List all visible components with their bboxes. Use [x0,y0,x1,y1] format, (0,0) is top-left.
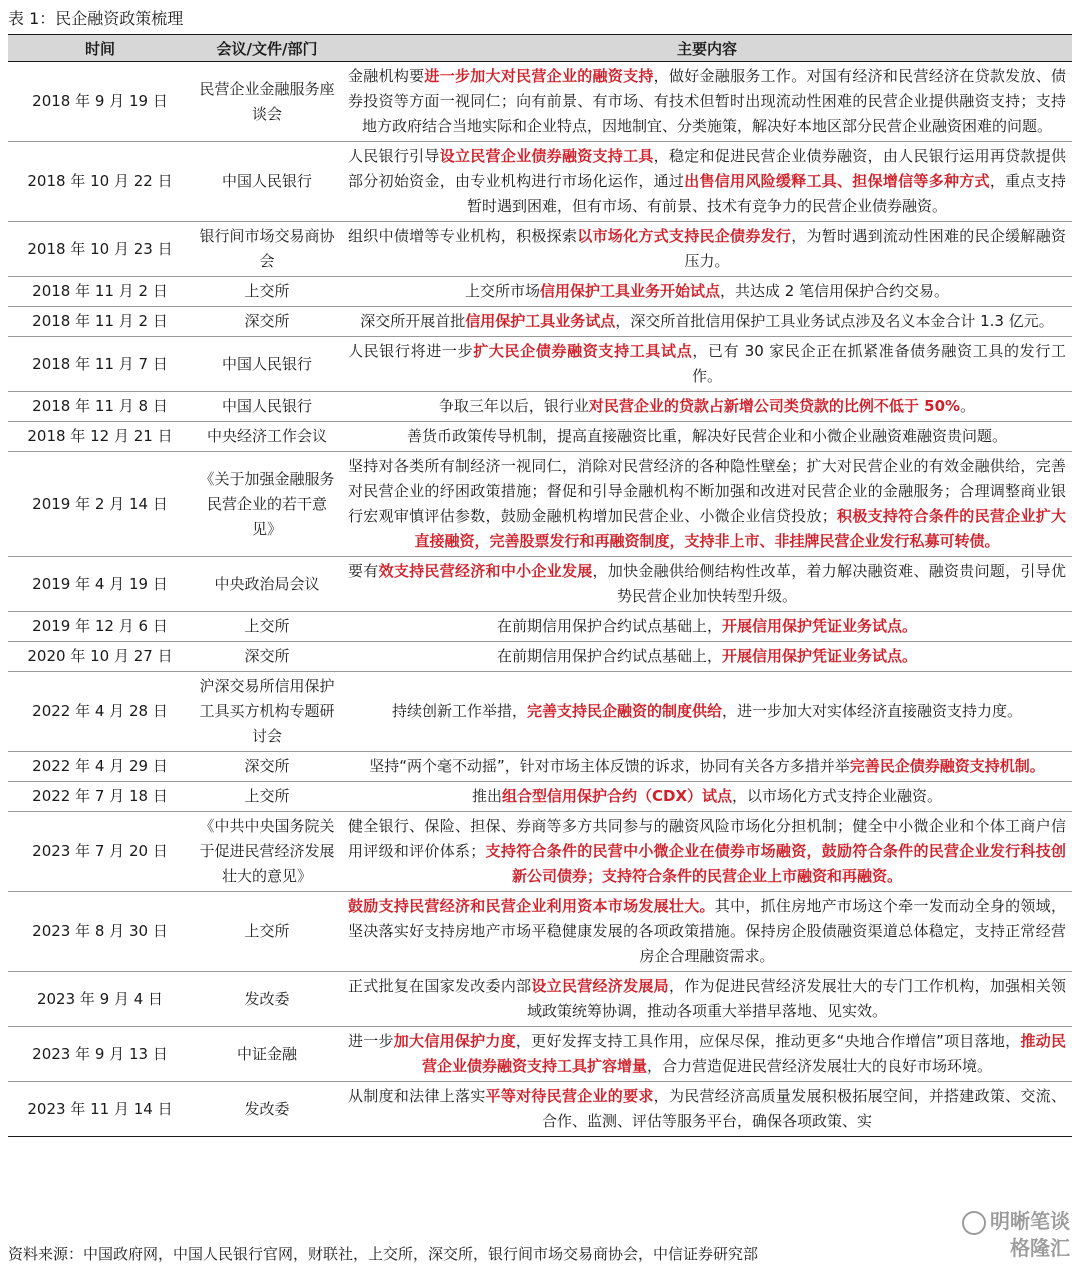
header-content: 主要内容 [342,35,1072,62]
highlight-text: 推动民营企业债券融资支持工具扩容增量 [421,1032,1066,1075]
cell-date: 2018 年 9 月 19 日 [8,62,192,142]
cell-dept: 上交所 [192,612,342,642]
highlight-text: 平等对待民营企业的要求 [485,1087,654,1105]
table-row [8,1082,1072,1137]
cell-dept: 银行间市场交易商协会 [192,222,342,277]
cell-content [342,392,1072,422]
content-text: 。 [960,397,976,415]
cell-dept: 上交所 [192,892,342,972]
table-body [8,62,1072,1137]
table-row [8,307,1072,337]
content-text: ，共达成 2 笔信用保护合约交易。 [719,282,950,300]
cell-content [342,557,1072,612]
cell-date: 2018 年 12 月 21 日 [8,422,192,452]
content-text: 健全银行、保险、担保、券商等多方共同参与的融资风险市场化分担机制；健全中小微企业和个体工商户信用评级和评价体系； [348,817,1066,860]
cell-date: 2023 年 7 月 20 日 [8,812,192,892]
cell-date: 2022 年 7 月 18 日 [8,782,192,812]
cell-content [342,672,1072,752]
cell-content [342,337,1072,392]
highlight-text: 信用保护工具业务开始试点 [539,282,720,300]
content-text: ，合力营造促进民营经济发展壮大的良好市场环境。 [647,1057,993,1075]
table-row [8,642,1072,672]
cell-dept: 《关于加强金融服务民营企业的若干意见》 [192,452,342,557]
header-date: 时间 [8,35,192,62]
source-note: 资料来源：中国政府网，中国人民银行官网，财联社，上交所，深交所，银行间市场交易商协会，中信证券研究部 [8,1245,759,1263]
cell-dept: 上交所 [192,277,342,307]
content-text: 人民银行将进一步 [348,342,474,360]
cell-content [342,612,1072,642]
cell-date: 2023 年 9 月 4 日 [8,972,192,1027]
cell-content [342,307,1072,337]
content-text: ，作为促进民营经济发展壮大的专门工作机构，加强相关领域政策统筹协调，推动各项重大举措早落地、见实效。 [526,977,1066,1020]
cell-dept: 发改委 [192,972,342,1027]
cell-content [342,892,1072,972]
watermark [962,1208,1070,1261]
table-row [8,612,1072,642]
content-text: ，更好发挥支持工具作用，应保尽保，推动更多“央地合作增信”项目落地， [515,1032,1021,1050]
table-row [8,557,1072,612]
table-row [8,892,1072,972]
cell-date: 2018 年 11 月 2 日 [8,277,192,307]
cell-date: 2018 年 11 月 7 日 [8,337,192,392]
table-row [8,752,1072,782]
table-row [8,1027,1072,1082]
cell-dept: 中国人民银行 [192,142,342,222]
cell-dept: 沪深交易所信用保护工具买方机构专题研讨会 [192,672,342,752]
content-text: 上交所市场 [464,282,540,300]
content-text: 争取三年以后，银行业 [438,397,589,415]
highlight-text: 完善民企债券融资支持机制。 [849,757,1045,775]
table-header-row [8,35,1072,62]
cell-dept: 中央政治局会议 [192,557,342,612]
table-row [8,422,1072,452]
highlight-text: 开展信用保护凭证业务试点。 [722,647,918,665]
content-text: ，重点支持暂时遇到困难，但有市场、有前景、技术有竞争力的民营企业债券融资。 [466,172,1066,215]
content-text: 其中，抓住房地产市场这个牵一发而动全身的领域，坚决落实好支持房地产市场平稳健康发展的各项政策措施。保持房企股债融资渠道总体稳定，支持正常经营房企合理融资需求。 [348,897,1066,965]
wechat-icon [962,1211,986,1235]
content-text: ，加快金融供给侧结构性改革，着力解决融资难、融资贵问题，引导优势民营企业加快转型升级。 [592,562,1066,605]
cell-date: 2018 年 10 月 23 日 [8,222,192,277]
content-text: ，进一步加大对实体经济直接融资支持力度。 [722,702,1023,720]
cell-dept: 深交所 [192,307,342,337]
table-row [8,972,1072,1027]
content-text: 要有 [348,562,379,580]
table-caption: 表 1：民企融资政策梳理 [8,9,184,28]
highlight-text: 效支持民营经济和中小企业发展 [378,562,593,580]
cell-content [342,642,1072,672]
table-row [8,812,1072,892]
content-text: ，已有 30 家民企正在抓紧准备债务融资工具的发行工作。 [691,342,1066,385]
highlight-text: 信用保护工具业务试点 [465,312,616,330]
content-text: 坚持“两个毫不动摇”，针对市场主体反馈的诉求，协同有关各方多措并举 [369,757,850,775]
table-row [8,62,1072,142]
content-text: ，深交所首批信用保护工具业务试点涉及名义本金合计 1.3 亿元。 [615,312,1054,330]
content-text: ，为民营经济高质量发展积极拓展空间，并搭建政策、交流、合作、监测、评估等服务平台，确保各项政策、实 [541,1087,1066,1130]
cell-dept: 发改委 [192,1082,342,1137]
table-row [8,392,1072,422]
content-text: 从制度和法律上落实 [348,1087,486,1105]
cell-date: 2018 年 11 月 2 日 [8,307,192,337]
cell-content [342,62,1072,142]
highlight-text: 开展信用保护凭证业务试点。 [722,617,918,635]
highlight-text: 出售信用风险缓释工具、担保增信等多种方式 [684,172,990,190]
content-text: 正式批复在国家发改委内部 [348,977,532,995]
highlight-text: 设立民营经济发展局 [531,977,669,995]
highlight-text: 扩大民企债券融资支持工具试点 [473,342,693,360]
cell-content [342,222,1072,277]
cell-date: 2019 年 12 月 6 日 [8,612,192,642]
cell-dept: 民营企业金融服务座谈会 [192,62,342,142]
content-text: 推出 [471,787,502,805]
highlight-text: 加大信用保护力度 [393,1032,516,1050]
cell-dept: 上交所 [192,782,342,812]
content-text: 善货币政策传导机制，提高直接融资比重，解决好民营企业和小微企业融资难融资贵问题。 [406,427,1007,445]
highlight-text: 鼓励支持民营经济和民营企业利用资本市场发展壮大。 [348,897,715,915]
cell-date: 2019 年 4 月 19 日 [8,557,192,612]
content-text: 在前期信用保护合约试点基础上， [496,647,722,665]
highlight-text: 进一步加大对民营企业的融资支持 [424,67,654,85]
cell-dept: 中国人民银行 [192,392,342,422]
cell-date: 2018 年 10 月 22 日 [8,142,192,222]
cell-date: 2020 年 10 月 27 日 [8,642,192,672]
table-row [8,672,1072,752]
content-text: 进一步 [348,1032,394,1050]
cell-dept: 深交所 [192,642,342,672]
table-row [8,277,1072,307]
policy-table [8,34,1072,1137]
cell-content [342,452,1072,557]
cell-content [342,812,1072,892]
table-row [8,142,1072,222]
cell-date: 2023 年 11 月 14 日 [8,1082,192,1137]
highlight-text: 设立民营企业债券融资支持工具 [439,147,654,165]
table-row [8,222,1072,277]
content-text: 深交所开展首批 [360,312,466,330]
content-text: 金融机构要 [348,67,425,85]
content-text: ，稳定和促进民营企业债券融资，由人民银行运用再贷款提供部分初始资金，由专业机构进行市场化运作，通过 [348,147,1066,190]
highlight-text: 积极支持符合条件的民营企业扩大直接融资，完善股票发行和再融资制度，支持非上市、非挂牌民营企业发行私募可转债。 [414,507,1066,550]
cell-date: 2022 年 4 月 28 日 [8,672,192,752]
content-text: 人民银行引导 [348,147,440,165]
cell-dept: 中央经济工作会议 [192,422,342,452]
cell-date: 2022 年 4 月 29 日 [8,752,192,782]
cell-content [342,972,1072,1027]
cell-date: 2023 年 8 月 30 日 [8,892,192,972]
content-text: ，做好金融服务工作。对国有经济和民营经济在贷款发放、债券投资等方面一视同仁；向有前景、有市场、有技术但暂时出现流动性困难的民营企业提供融资支持；支持地方政府结合当地实际和企业特点，因地制宜、分类施策，解决好本地区部分民营企业融资困难的问题。 [348,67,1066,135]
table-row [8,337,1072,392]
highlight-text: 对民营企业的贷款占新增公司类贷款的比例不低于 50% [588,397,961,415]
content-text: ，以市场化方式支持企业融资。 [732,787,943,805]
highlight-text: 完善支持民企融资的制度供给 [526,702,722,720]
table-row [8,782,1072,812]
table-row [8,452,1072,557]
cell-content [342,752,1072,782]
cell-content [342,277,1072,307]
cell-content [342,142,1072,222]
cell-content [342,422,1072,452]
cell-date: 2019 年 2 月 14 日 [8,452,192,557]
highlight-text: 以市场化方式支持民企债券发行 [577,227,792,245]
cell-date: 2023 年 9 月 13 日 [8,1027,192,1082]
content-text: ，为暂时遇到流动性困难的民企缓解融资压力。 [684,227,1066,270]
watermark-line1: 明晰笔谈 [990,1209,1070,1233]
content-text: 组织中债增等专业机构，积极探索 [348,227,578,245]
highlight-text: 组合型信用保护合约（CDX）试点 [501,787,733,805]
cell-date: 2018 年 11 月 8 日 [8,392,192,422]
cell-dept: 中国人民银行 [192,337,342,392]
watermark-line2: 格隆汇 [1010,1235,1070,1260]
content-text: 持续创新工作举措， [391,702,527,720]
cell-dept: 深交所 [192,752,342,782]
cell-dept: 《中共中央国务院关于促进民营经济发展壮大的意见》 [192,812,342,892]
cell-content [342,782,1072,812]
content-text: 在前期信用保护合约试点基础上， [496,617,722,635]
content-text: 坚持对各类所有制经济一视同仁，消除对民营经济的各种隐性壁垒；扩大对民营企业的有效金融供给，完善对民营企业的纾困政策措施；督促和引导金融机构不断加强和改进对民营企业的金融服务；合理调整商业银行宏观审慎评估参数，鼓励金融机构增加民营企业、小微企业信贷投放； [348,457,1066,525]
cell-content [342,1027,1072,1082]
cell-content [342,1082,1072,1137]
cell-dept: 中证金融 [192,1027,342,1082]
header-dept: 会议/文件/部门 [192,35,342,62]
highlight-text: 支持符合条件的民营中小微企业在债券市场融资，鼓励符合条件的民营企业发行科技创新公司债券；支持符合条件的民营企业上市融资和再融资。 [485,842,1066,885]
